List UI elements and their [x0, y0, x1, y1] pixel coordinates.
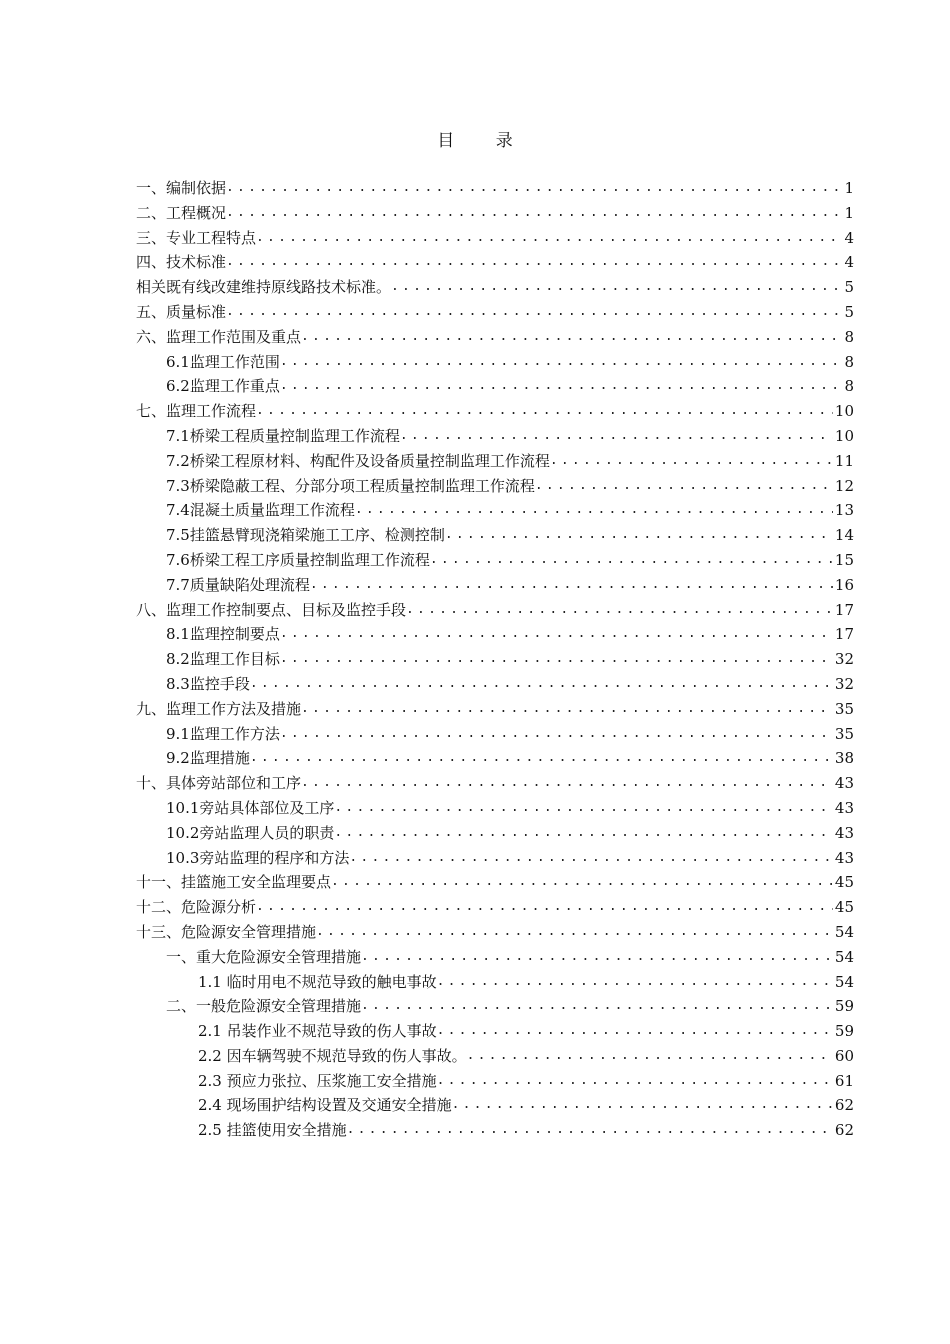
toc-leader-dots — [445, 523, 833, 548]
toc-leader-dots — [226, 176, 842, 201]
toc-entry-label: 8.3监控手段 — [166, 674, 250, 693]
toc-entry-label: 6.2监理工作重点 — [166, 377, 280, 396]
toc-entry[interactable] — [136, 1118, 854, 1143]
toc-entry-page-number: 4 — [844, 228, 854, 247]
toc-entry-label: 6.1监理工作范围 — [166, 352, 280, 371]
toc-entry[interactable] — [136, 523, 854, 548]
toc-entry[interactable] — [136, 498, 854, 523]
toc-entry[interactable] — [136, 994, 854, 1019]
toc-entry[interactable] — [136, 672, 854, 697]
toc-entry[interactable] — [136, 1044, 854, 1069]
toc-leader-dots — [347, 1118, 833, 1143]
toc-entry-page-number: 59 — [834, 1022, 854, 1041]
toc-entry-label: 十、具体旁站部位和工序 — [136, 774, 302, 793]
toc-entry-page-number: 16 — [834, 575, 854, 594]
toc-leader-dots — [361, 945, 833, 970]
toc-leader-dots — [550, 449, 833, 474]
toc-entry[interactable] — [136, 1019, 854, 1044]
toc-leader-dots — [331, 870, 833, 895]
toc-entry-label: 2.5 挂篮使用安全措施 — [198, 1121, 347, 1140]
toc-leader-dots — [280, 722, 833, 747]
toc-entry[interactable] — [136, 870, 854, 895]
toc-entry[interactable] — [136, 250, 854, 275]
toc-leader-dots — [361, 994, 833, 1019]
toc-entry-page-number: 5 — [844, 278, 854, 297]
toc-entry-label: 9.2监理措施 — [166, 749, 250, 768]
toc-entry[interactable] — [136, 771, 854, 796]
toc-entry[interactable] — [136, 548, 854, 573]
toc-entry-page-number: 4 — [844, 253, 854, 272]
toc-entry-label: 一、重大危险源安全管理措施 — [166, 947, 362, 966]
toc-leader-dots — [437, 1019, 833, 1044]
toc-leader-dots — [400, 424, 833, 449]
toc-entry-label: 一、编制依据 — [136, 179, 227, 197]
toc-entry[interactable] — [136, 895, 854, 920]
toc-leader-dots — [310, 573, 833, 598]
toc-leader-dots — [226, 250, 842, 275]
toc-entry-label: 十一、挂篮施工安全监理要点 — [136, 873, 332, 892]
toc-entry-label: 二、一般危险源安全管理措施 — [166, 997, 362, 1016]
toc-entry-page-number: 59 — [834, 997, 854, 1016]
toc-entry-page-number: 5 — [844, 302, 854, 321]
toc-entry-page-number: 43 — [834, 774, 854, 793]
toc-entry-label: 十二、危险源分析 — [136, 898, 257, 917]
toc-entry[interactable] — [136, 697, 854, 722]
toc-leader-dots — [301, 697, 833, 722]
toc-entry-page-number: 43 — [834, 798, 854, 817]
toc-entry-label: 7.6桥梁工程工序质量控制监理工作流程 — [166, 550, 430, 569]
toc-leader-dots — [256, 399, 833, 424]
toc-entry[interactable] — [136, 746, 854, 771]
toc-leader-dots — [280, 350, 843, 375]
toc-entry[interactable] — [136, 920, 854, 945]
toc-entry[interactable] — [136, 374, 854, 399]
toc-entry-page-number: 15 — [834, 550, 854, 569]
toc-entry-label: 7.2桥梁工程原材料、构配件及设备质量控制监理工作流程 — [166, 451, 550, 470]
toc-entry-page-number: 10 — [834, 402, 854, 421]
toc-leader-dots — [250, 746, 833, 771]
toc-entry[interactable] — [136, 1069, 854, 1094]
toc-entry-page-number: 17 — [834, 600, 854, 619]
toc-leader-dots — [301, 325, 842, 350]
toc-entry[interactable] — [136, 722, 854, 747]
toc-entry-label: 五、质量标准 — [136, 302, 227, 321]
toc-leader-dots — [391, 275, 842, 300]
toc-entry-label: 7.3桥梁隐蔽工程、分部分项工程质量控制监理工作流程 — [166, 476, 535, 495]
toc-entry-label: 2.4 现场围护结构设置及交通安全措施 — [198, 1096, 452, 1115]
toc-entry-page-number: 12 — [834, 476, 854, 495]
toc-entry-label: 2.2 因车辆驾驶不规范导致的伤人事故。 — [198, 1046, 467, 1065]
toc-entry-page-number: 11 — [834, 451, 854, 470]
toc-entry[interactable] — [136, 796, 854, 821]
toc-leader-dots — [535, 474, 833, 499]
toc-entry-page-number: 45 — [834, 898, 854, 917]
toc-leader-dots — [334, 821, 833, 846]
toc-entry-label: 十三、危险源安全管理措施 — [136, 922, 317, 941]
toc-entry-label: 7.4混凝土质量监理工作流程 — [166, 501, 355, 520]
toc-entry-label: 7.5挂篮悬臂现浇箱梁施工工序、检测控制 — [166, 526, 445, 545]
toc-entry-page-number: 14 — [834, 526, 854, 545]
toc-entry-page-number: 35 — [834, 699, 854, 718]
toc-entry-label: 1.1 临时用电不规范导致的触电事故 — [198, 972, 437, 991]
toc-entry-page-number: 45 — [834, 873, 854, 892]
toc-entry-page-number: 60 — [834, 1046, 854, 1065]
toc-entry[interactable] — [136, 1093, 854, 1118]
toc-entry-page-number: 8 — [844, 352, 854, 371]
toc-entry-label: 二、工程概况 — [136, 203, 227, 222]
toc-entry-label: 9.1监理工作方法 — [166, 724, 280, 743]
toc-entry[interactable] — [136, 647, 854, 672]
toc-entry[interactable] — [136, 945, 854, 970]
toc-entry-label: 10.3旁站监理的程序和方法 — [166, 848, 350, 867]
toc-leader-dots — [334, 796, 833, 821]
toc-entry-label: 三、专业工程特点 — [136, 228, 257, 247]
toc-leader-dots — [226, 201, 842, 226]
toc-leader-dots — [301, 771, 833, 796]
toc-entry-page-number: 62 — [834, 1096, 854, 1115]
toc-entry[interactable] — [136, 176, 854, 201]
toc-leader-dots — [430, 548, 833, 573]
toc-leader-dots — [406, 598, 833, 623]
toc-entry-page-number: 13 — [834, 501, 854, 520]
toc-entry-page-number: 43 — [834, 823, 854, 842]
toc-entry-page-number: 54 — [834, 972, 854, 991]
toc-entry-label: 8.2监理工作目标 — [166, 650, 280, 669]
toc-entry[interactable] — [136, 622, 854, 647]
table-of-contents — [136, 176, 854, 1143]
toc-entry-label: 九、监理工作方法及措施 — [136, 699, 302, 718]
toc-entry-label: 8.1监理控制要点 — [166, 625, 280, 644]
toc-entry-label: 相关既有线改建维持原线路技术标准。 — [136, 278, 392, 297]
toc-leader-dots — [256, 895, 833, 920]
toc-entry-label: 四、技术标准 — [136, 253, 227, 272]
page-title: 目 录 — [437, 131, 531, 151]
toc-entry-page-number: 62 — [834, 1121, 854, 1140]
toc-entry[interactable] — [136, 449, 854, 474]
toc-entry-label: 10.1旁站具体部位及工序 — [166, 798, 335, 817]
toc-leader-dots — [355, 498, 833, 523]
toc-entry-page-number: 38 — [834, 749, 854, 768]
toc-entry-page-number: 32 — [834, 674, 854, 693]
toc-leader-dots — [437, 1069, 833, 1094]
toc-entry-label: 2.3 预应力张拉、压浆施工安全措施 — [198, 1071, 437, 1090]
toc-entry-page-number: 35 — [834, 724, 854, 743]
toc-entry[interactable] — [136, 573, 854, 598]
toc-entry-label: 六、监理工作范围及重点 — [136, 327, 302, 346]
toc-entry-label: 2.1 吊装作业不规范导致的伤人事故 — [198, 1022, 437, 1041]
toc-entry-page-number: 32 — [834, 650, 854, 669]
toc-entry-page-number: 8 — [844, 377, 854, 396]
toc-entry[interactable] — [136, 201, 854, 226]
toc-leader-dots — [316, 920, 833, 945]
toc-leader-dots — [280, 374, 843, 399]
toc-leader-dots — [437, 970, 833, 995]
toc-entry[interactable] — [136, 846, 854, 871]
toc-leader-dots — [349, 846, 833, 871]
toc-entry-label: 7.7质量缺陷处理流程 — [166, 575, 310, 594]
toc-entry-page-number: 54 — [834, 947, 854, 966]
toc-entry[interactable] — [136, 226, 854, 251]
toc-leader-dots — [256, 226, 842, 251]
toc-entry[interactable] — [136, 424, 854, 449]
toc-leader-dots — [467, 1044, 833, 1069]
toc-entry[interactable] — [136, 474, 854, 499]
toc-entry-page-number: 1 — [844, 203, 854, 222]
toc-entry[interactable] — [136, 275, 854, 300]
toc-leader-dots — [280, 622, 833, 647]
toc-leader-dots — [452, 1093, 833, 1118]
toc-entry-page-number: 10 — [834, 426, 854, 445]
toc-leader-dots — [226, 300, 842, 325]
toc-entry-label: 七、监理工作流程 — [136, 402, 257, 421]
toc-entry-page-number: 1 — [844, 179, 854, 197]
toc-entry-page-number: 17 — [834, 625, 854, 644]
toc-entry[interactable] — [136, 970, 854, 995]
toc-entry[interactable] — [136, 325, 854, 350]
toc-entry[interactable] — [136, 598, 854, 623]
toc-entry-page-number: 61 — [834, 1071, 854, 1090]
toc-entry-label: 7.1桥梁工程质量控制监理工作流程 — [166, 426, 400, 445]
toc-entry[interactable] — [136, 399, 854, 424]
toc-entry[interactable] — [136, 350, 854, 375]
toc-entry[interactable] — [136, 821, 854, 846]
toc-entry-page-number: 43 — [834, 848, 854, 867]
toc-entry-page-number: 8 — [844, 327, 854, 346]
toc-leader-dots — [280, 647, 833, 672]
toc-entry-label: 八、监理工作控制要点、目标及监控手段 — [136, 600, 407, 619]
toc-entry[interactable] — [136, 300, 854, 325]
toc-entry-page-number: 54 — [834, 922, 854, 941]
toc-leader-dots — [250, 672, 833, 697]
toc-entry-label: 10.2旁站监理人员的职责 — [166, 823, 335, 842]
